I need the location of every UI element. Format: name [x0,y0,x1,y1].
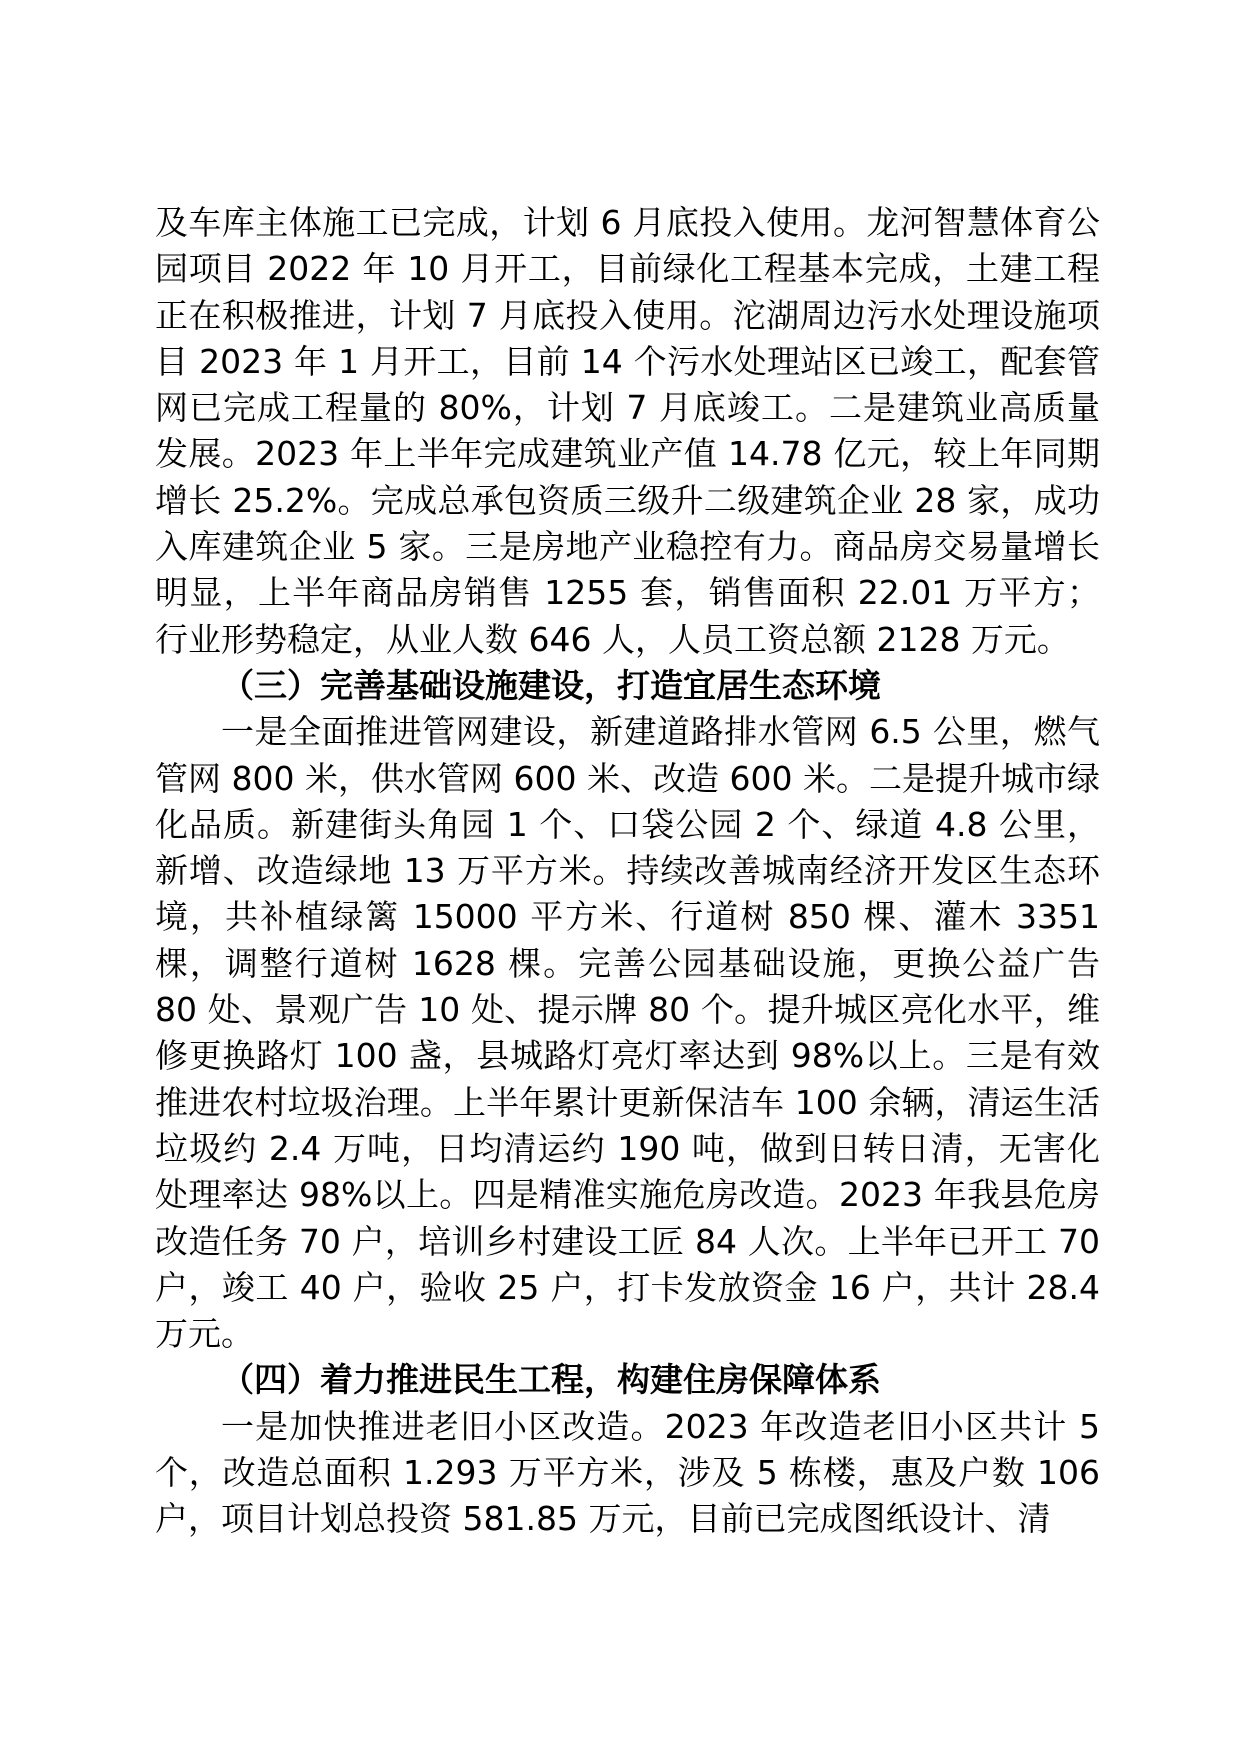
paragraph-infrastructure: 一是全面推进管网建设，新建道路排水管网 6.5 公里，燃气管网 800 米，供水管网 600 米、改造 600 米。二是提升城市绿化品质。新建街头角园 1 个、口袋公园 2 个、绿道 4.8 公里，新增、改造绿地 13 万平方米。持续改善城南经济开发区生态环境，共补植绿篱 15000 平方米、行道树 850 棵、灌木 3351 棵，调整行道树 1628 棵。完善公园基础设施，更换公益广告 80 处、景观广告 10 处、提示牌 80 个。提升城区亮化水平，维修更换路灯 100 盏，县城路灯亮灯率达到 98%以上。三是有效推进农村垃圾治理。上半年累计更新保洁车 100 余辆，清运生活垃圾约 2.4 万吨，日均清运约 190 吨，做到日转日清，无害化处理率达 98%以上。四是精准实施危房改造。2023 年我县危房改造任务 70 户，培训乡村建设工匠 84 人次。上半年已开工 70 户，竣工 40 户，验收 25 户，打卡发放资金 16 户，共计 28.4 万元。 [155,712,1100,1354]
section-heading-3: （三）完善基础设施建设，打造宜居生态环境 [221,665,881,705]
paragraph-continued: 及车库主体施工已完成，计划 6 月底投入使用。龙河智慧体育公园项目 2022 年 10 月开工，目前绿化工程基本完成，土建工程正在积极推进，计划 7 月底投入使用。沱湖周边污水处理设施项目 2023 年 1 月开工，目前 14 个污水处理站区已竣工，配套管网已完成工程量的 80%，计划 7 月底竣工。二是建筑业高质量发展。2023 年上半年完成建筑业产值 14.78 亿元，较上年同期增长 25.2%。完成总承包资质三级升二级建筑企业 28 家，成功入库建筑企业 5 家。三是房地产业稳控有力。商品房交易量增长明显，上半年商品房销售 1255 套，销售面积 22.01 万平方；行业形势稳定，从业人数 646 人，人员工资总额 2128 万元。 [155,203,1100,659]
document-body [155,200,1100,1543]
section-heading-4: （四）着力推进民生工程，构建住房保障体系 [221,1360,881,1400]
paragraph-livelihood: 一是加快推进老旧小区改造。2023 年改造老旧小区共计 5 个，改造总面积 1.293 万平方米，涉及 5 栋楼，惠及户数 106 户，项目计划总投资 581.85 万元，目前已完成图纸设计、清 [155,1406,1100,1539]
